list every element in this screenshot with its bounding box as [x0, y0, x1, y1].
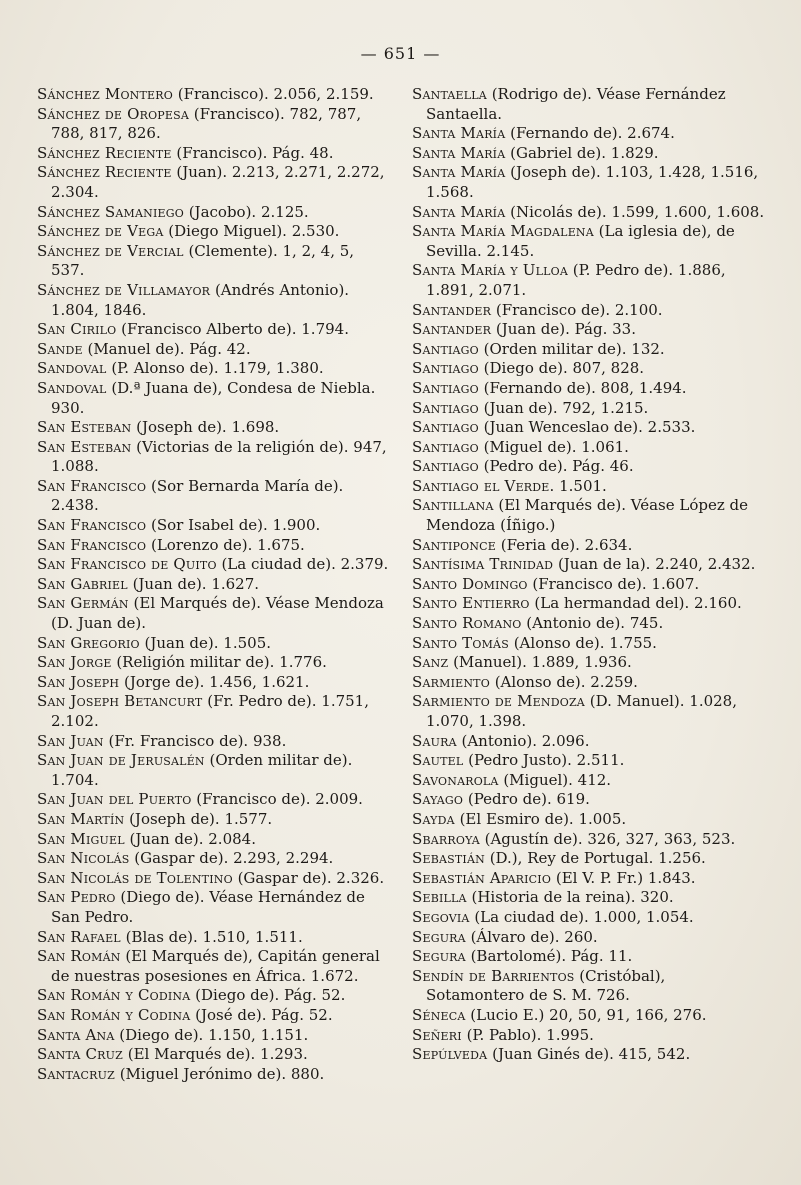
index-entry: [37, 555, 392, 575]
entry-reference: (Francisco de). 2.009.: [191, 790, 363, 809]
entry-name: Sendín de Barrientos: [412, 966, 575, 985]
index-entry: [37, 477, 392, 516]
index-entry: [37, 732, 392, 752]
index-entry: [412, 673, 767, 693]
entry-name: Santa María: [412, 163, 506, 182]
index-entry: [37, 320, 392, 340]
index-entry: [37, 203, 392, 223]
entry-reference: (Juan). 2.213, 2.271, 2.272, 2.304.: [51, 163, 385, 201]
entry-reference: (Fernando de). 2.674.: [505, 124, 675, 143]
entry-name: Savonarola: [412, 770, 499, 789]
entry-reference: (Joseph de). 1.577.: [124, 809, 273, 828]
entry-name: San Germán: [37, 594, 129, 613]
entry-reference: (Clemente). 1, 2, 4, 5, 537.: [51, 241, 355, 280]
entry-name: Santiago: [412, 457, 479, 476]
index-entry: [37, 418, 392, 438]
index-entry: [37, 163, 392, 202]
entry-name: Segura: [412, 927, 466, 946]
index-entry: [412, 771, 767, 791]
entry-reference: (Joseph de). 1.103, 1.428, 1.516, 1.568.: [426, 163, 759, 201]
entry-reference: (Sor Isabel de). 1.900.: [146, 516, 321, 535]
entry-name: Santa Ana: [37, 1025, 115, 1044]
entry-name: San Juan del Puerto: [37, 790, 192, 809]
index-entry: [37, 1006, 392, 1026]
entry-reference: (El Marqués de). Véase Mendoza (D. Juan de).: [51, 594, 384, 633]
entry-reference: (Jacobo). 2.125.: [183, 202, 309, 221]
index-entry: [412, 124, 767, 144]
entry-reference: . 1.501.: [549, 476, 607, 495]
index-entry: [37, 242, 392, 281]
entry-reference: (Francisco de). 1.607.: [527, 574, 700, 593]
entry-name: San Joseph: [37, 672, 120, 691]
entry-reference: (Fr. Francisco de). 938.: [103, 731, 287, 750]
index-entry: [412, 575, 767, 595]
entry-name: Santa María: [412, 143, 506, 162]
entry-reference: (Miguel). 412.: [498, 770, 612, 789]
entry-reference: (Juan Ginés de). 415, 542.: [487, 1045, 691, 1064]
entry-reference: (Juan de). Pág. 33.: [491, 320, 636, 339]
entry-reference: (Nicolás de). 1.599, 1.600, 1.608.: [505, 202, 765, 221]
entry-name: Santiago: [412, 378, 479, 397]
entry-reference: (Juan de). 1.505.: [139, 633, 272, 652]
entry-name: Sande: [37, 339, 83, 358]
entry-name: Santiponce: [412, 535, 497, 554]
entry-reference: (Juan Wenceslao de). 2.533.: [478, 418, 696, 437]
entry-name: Saura: [412, 731, 457, 750]
index-entry: [37, 340, 392, 360]
entry-reference: (Juan de). 1.627.: [127, 574, 260, 593]
page-number: — 651 —: [360, 44, 441, 63]
entry-reference: (P. Pedro de). 1.886, 1.891, 2.071.: [426, 261, 726, 299]
index-entry: [37, 379, 392, 418]
entry-reference: (Antonio). 2.096.: [456, 731, 590, 750]
entry-reference: (El Esmiro de). 1.005.: [454, 809, 627, 828]
entry-name: Santo Entierro: [412, 594, 530, 613]
entry-name: Sánchez de Oropesa: [37, 104, 190, 123]
entry-reference: (D.ª Juana de), Condesa de Niebla. 930.: [51, 378, 376, 417]
entry-reference: (Rodrigo de). Véase Fernández Santaella.: [426, 85, 726, 123]
entry-name: San Joseph Betancurt: [37, 692, 203, 711]
index-entry: [37, 1065, 392, 1085]
entry-name: Sarmiento de Mendoza: [412, 692, 585, 711]
entry-name: San Miguel: [37, 829, 125, 848]
index-entry: [37, 438, 392, 477]
entry-reference: (Gaspar de). 2.293, 2.294.: [129, 849, 334, 868]
entry-name: Santiago: [412, 418, 479, 437]
entry-reference: (Andrés Antonio). 1.804, 1846.: [51, 280, 350, 319]
entry-name: Santo Tomás: [412, 633, 509, 652]
entry-name: Santiago: [412, 359, 479, 378]
entry-name: San Pedro: [37, 888, 116, 907]
entry-reference: (Francisco). 782, 787, 788, 817, 826.: [51, 104, 362, 143]
entry-reference: (P. Alonso de). 1.179, 1.380.: [106, 359, 324, 378]
index-entry: [37, 594, 392, 633]
entry-name: Sandoval: [37, 378, 107, 397]
index-entry: [412, 810, 767, 830]
index-entry: [412, 301, 767, 321]
entry-reference: (Juan de la). 2.240, 2.432.: [553, 555, 756, 574]
index-entry: [37, 281, 392, 320]
index-entry: [412, 1026, 767, 1046]
entry-reference: (Pedro de). Pág. 46.: [478, 457, 634, 476]
entry-name: Santiago el Verde: [412, 476, 550, 495]
entry-name: San Román y Codina: [37, 1005, 191, 1024]
entry-name: Sánchez de Villamayor: [37, 280, 211, 299]
index-entry: [412, 320, 767, 340]
entry-reference: (Francisco de). 2.100.: [491, 300, 663, 319]
index-entry: [412, 418, 767, 438]
entry-name: Santander: [412, 320, 492, 339]
index-entry: [412, 928, 767, 948]
index-entry: [37, 1045, 392, 1065]
index-entry: [37, 810, 392, 830]
entry-reference: (Diego de). Véase Hernández de San Pedro.: [51, 888, 365, 926]
entry-name: Segura: [412, 947, 466, 966]
entry-name: San Martín: [37, 809, 125, 828]
entry-reference: (La ciudad de). 2.379.: [216, 555, 389, 574]
index-entry: [412, 536, 767, 556]
index-entry: [412, 594, 767, 614]
entry-name: Sebastián: [412, 849, 485, 868]
entry-reference: (Francisco Alberto de). 1.794.: [116, 320, 349, 339]
index-entry: [37, 634, 392, 654]
index-entry: [412, 732, 767, 752]
entry-name: Santander: [412, 300, 492, 319]
entry-reference: (El Marqués de), Capitán general de nuestras posesiones en África. 1.672.: [51, 947, 380, 985]
entry-reference: (D. Manuel). 1.028, 1.070, 1.398.: [426, 692, 737, 730]
entry-reference: (Feria de). 2.634.: [496, 535, 633, 554]
entry-reference: (Antonio de). 745.: [521, 614, 664, 633]
entry-reference: (Francisco). 2.056, 2.159.: [172, 85, 374, 103]
entry-name: San Román: [37, 947, 121, 966]
index-entry: [37, 986, 392, 1006]
entry-name: Sayago: [412, 790, 464, 809]
left-column: [37, 85, 392, 1084]
entry-reference: (Álvaro de). 260.: [465, 927, 598, 946]
entry-name: Sandoval: [37, 359, 107, 378]
index-entry: [412, 203, 767, 223]
entry-reference: (Bartolomé). Pág. 11.: [465, 947, 633, 966]
index-entry: [412, 144, 767, 164]
entry-name: Señeri: [412, 1025, 462, 1044]
index-entry: [37, 222, 392, 242]
entry-name: Santiago: [412, 339, 479, 358]
index-entry: [412, 555, 767, 575]
entry-reference: (Sor Bernarda María de). 2.438.: [51, 476, 344, 515]
entry-name: San Nicolás de Tolentino: [37, 868, 233, 887]
entry-name: Santiago: [412, 437, 479, 456]
entry-reference: (Francisco). Pág. 48.: [171, 143, 334, 162]
entry-reference: (Lorenzo de). 1.675.: [146, 535, 305, 554]
entry-name: Santa María y Ulloa: [412, 261, 568, 280]
entry-name: San Cirilo: [37, 320, 117, 339]
index-entry: [37, 516, 392, 536]
entry-name: Séneca: [412, 1005, 466, 1024]
entry-reference: (El V. P. Fr.) 1.843.: [551, 868, 696, 887]
entry-name: Santaella: [412, 85, 487, 103]
entry-name: Santa Cruz: [37, 1045, 123, 1064]
entry-name: Sayda: [412, 809, 455, 828]
entry-reference: (P. Pablo). 1.995.: [461, 1025, 594, 1044]
index-entry: [37, 144, 392, 164]
entry-name: Sánchez de Vega: [37, 222, 164, 241]
entry-name: Segovia: [412, 907, 470, 926]
index-entry: [37, 928, 392, 948]
index-entry: [412, 653, 767, 673]
index-entry: [412, 908, 767, 928]
index-entry: [412, 790, 767, 810]
entry-reference: (Diego de). 1.150, 1.151.: [114, 1025, 309, 1044]
entry-reference: (D.), Rey de Portugal. 1.256.: [484, 849, 706, 868]
entry-reference: (La ciudad de). 1.000, 1.054.: [469, 907, 694, 926]
entry-name: San Gregorio: [37, 633, 140, 652]
index-entry: [412, 379, 767, 399]
index-entry: [37, 105, 392, 144]
entry-name: Santísima Trinidad: [412, 555, 554, 574]
entry-reference: (Miguel Jerónimo de). 880.: [114, 1064, 325, 1083]
entry-name: San Gabriel: [37, 574, 128, 593]
entry-reference: (Juan de). 792, 1.215.: [478, 398, 649, 417]
entry-reference: (Jorge de). 1.456, 1.621.: [119, 672, 310, 691]
index-entry: [412, 222, 767, 261]
index-entry: [412, 340, 767, 360]
entry-reference: (Alonso de). 2.259.: [489, 672, 638, 691]
index-entry: [412, 457, 767, 477]
entry-reference: (Diego Miguel). 2.530.: [163, 222, 340, 241]
entry-reference: (El Marqués de). 1.293.: [122, 1045, 308, 1064]
entry-reference: (Pedro de). 619.: [463, 790, 590, 809]
index-entry: [412, 751, 767, 771]
entry-reference: (Historia de la reina). 320.: [466, 888, 674, 907]
index-entry: [37, 359, 392, 379]
entry-name: Sarmiento: [412, 672, 490, 691]
entry-name: Sbarroya: [412, 829, 480, 848]
index-entry: [412, 830, 767, 850]
index-entry: [412, 477, 767, 497]
index-entry: [37, 85, 392, 105]
index-entry: [37, 830, 392, 850]
right-column: [412, 85, 767, 1065]
entry-reference: (Lucio E.) 20, 50, 91, 166, 276.: [465, 1005, 707, 1024]
entry-name: Sánchez Reciente: [37, 143, 172, 162]
index-entry: [412, 888, 767, 908]
entry-name: San Francisco: [37, 476, 147, 495]
entry-name: Santa María: [412, 124, 506, 143]
entry-reference: (Orden militar de). 1.704.: [51, 751, 353, 789]
entry-name: Sanz: [412, 653, 449, 672]
entry-reference: (Miguel de). 1.061.: [478, 437, 629, 456]
index-entry: [412, 399, 767, 419]
entry-name: San Esteban: [37, 437, 132, 456]
entry-reference: (Victorias de la religión de). 947, 1.088.: [51, 437, 387, 476]
index-entry: [412, 869, 767, 889]
entry-name: San Francisco: [37, 516, 147, 535]
entry-name: Santa María Magdalena: [412, 222, 594, 241]
entry-reference: (José de). Pág. 52.: [190, 1005, 333, 1024]
entry-reference: (El Marqués de). Véase López de Mendoza (Íñigo.): [426, 496, 748, 535]
index-entry: [37, 673, 392, 693]
entry-reference: (Fernando de). 808, 1.494.: [478, 378, 687, 397]
index-entry: [412, 967, 767, 1006]
entry-reference: (Alonso de). 1.755.: [508, 633, 657, 652]
index-entry: [37, 849, 392, 869]
entry-name: Sautel: [412, 751, 464, 770]
index-entry: [412, 359, 767, 379]
entry-name: Santacruz: [37, 1064, 115, 1083]
entry-reference: (Manuel de). Pág. 42.: [82, 339, 251, 358]
entry-reference: (Religión militar de). 1.776.: [111, 653, 327, 672]
entry-name: Sebilla: [412, 888, 467, 907]
index-entry: [412, 163, 767, 202]
index-entry: [412, 849, 767, 869]
entry-reference: (Fr. Pedro de). 1.751, 2.102.: [51, 692, 369, 730]
index-entry: [37, 790, 392, 810]
index-entry: [37, 536, 392, 556]
entry-name: Sánchez Reciente: [37, 163, 172, 182]
index-entry: [412, 634, 767, 654]
index-entry: [412, 261, 767, 300]
entry-reference: (Cristóbal), Sotamontero de S. M. 726.: [426, 966, 666, 1005]
entry-reference: (Joseph de). 1.698.: [131, 418, 280, 437]
index-entry: [37, 575, 392, 595]
entry-name: Santo Domingo: [412, 574, 528, 593]
entry-name: Sánchez de Vercial: [37, 241, 184, 260]
entry-name: San Juan de Jerusalén: [37, 751, 205, 770]
entry-name: San Nicolás: [37, 849, 130, 868]
index-entry: [37, 653, 392, 673]
entry-name: Sánchez Montero: [37, 85, 173, 103]
entry-reference: (Gaspar de). 2.326.: [232, 868, 385, 887]
entry-reference: (Blas de). 1.510, 1.511.: [120, 927, 303, 946]
entry-name: Sebastián Aparicio: [412, 868, 552, 887]
index-entry: [37, 1026, 392, 1046]
entry-reference: (Agustín de). 326, 327, 363, 523.: [479, 829, 736, 848]
entry-name: San Esteban: [37, 418, 132, 437]
entry-reference: (La hermandad del). 2.160.: [529, 594, 742, 613]
entry-name: Santillana: [412, 496, 494, 515]
entry-name: San Francisco: [37, 535, 147, 554]
entry-reference: (Diego de). Pág. 52.: [190, 986, 346, 1005]
index-entry: [412, 1006, 767, 1026]
entry-name: San Román y Codina: [37, 986, 191, 1005]
index-entry: [37, 947, 392, 986]
entry-reference: (Manuel). 1.889, 1.936.: [448, 653, 632, 672]
entry-name: San Juan: [37, 731, 104, 750]
entry-reference: (Juan de). 2.084.: [124, 829, 256, 848]
entry-name: San Francisco de Quito: [37, 555, 217, 574]
entry-reference: (Pedro Justo). 2.511.: [463, 751, 625, 770]
index-entry: [412, 614, 767, 634]
entry-name: Santiago: [412, 398, 479, 417]
index-entry: [412, 947, 767, 967]
entry-name: San Rafael: [37, 927, 121, 946]
entry-reference: (La iglesia de), de Sevilla. 2.145.: [426, 222, 735, 260]
index-entry: [412, 692, 767, 731]
entry-name: Santo Romano: [412, 614, 522, 633]
index-entry: [412, 1045, 767, 1065]
index-entry: [37, 751, 392, 790]
index-entry: [37, 692, 392, 731]
entry-reference: (Diego de). 807, 828.: [478, 359, 645, 378]
index-entry: [37, 869, 392, 889]
index-entry: [412, 438, 767, 458]
index-entry: [37, 888, 392, 927]
entry-reference: (Gabriel de). 1.829.: [505, 143, 659, 162]
index-entry: [412, 496, 767, 535]
entry-name: San Jorge: [37, 653, 112, 672]
entry-name: Santa María: [412, 202, 506, 221]
entry-reference: (Orden militar de). 132.: [478, 339, 665, 358]
entry-name: Sepúlveda: [412, 1045, 488, 1064]
entry-name: Sánchez Samaniego: [37, 202, 184, 221]
index-entry: [412, 85, 767, 124]
